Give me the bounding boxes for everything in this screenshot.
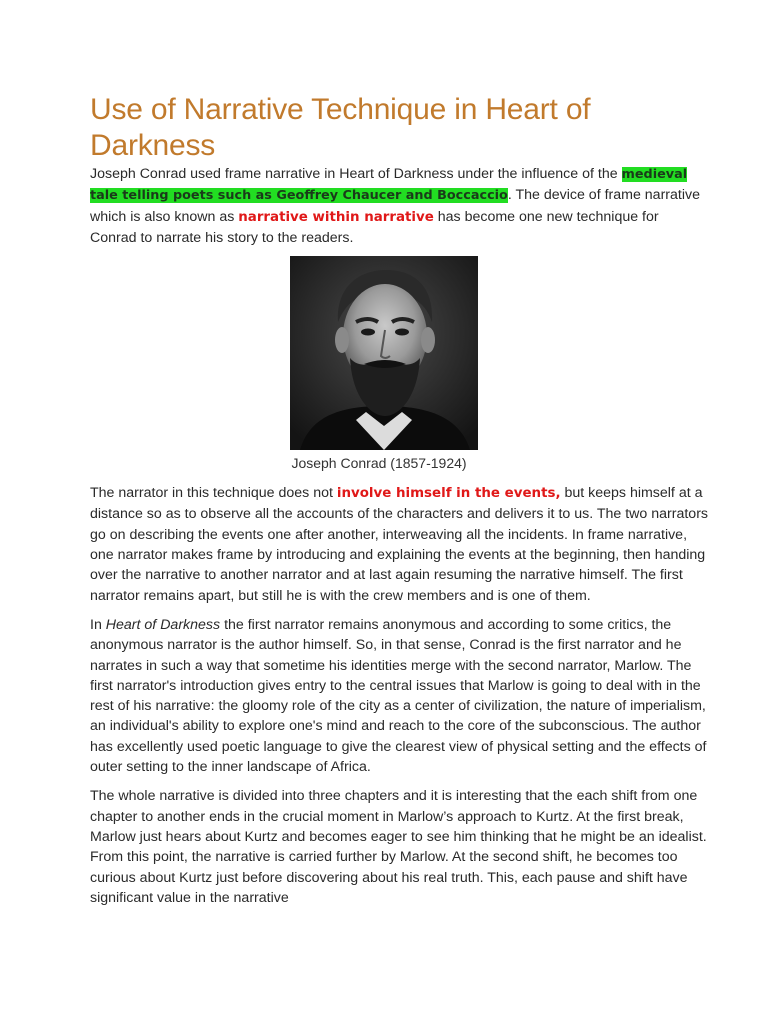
portrait-caption: Joseph Conrad (1857-1924) <box>291 455 467 472</box>
narrator-text-b: but keeps himself at a distance so as to observe all the accounts of the characters and delivers it to us. The two narrators go on describing the events one after another, interweaving all the incidents. In frame narrative, one narrator makes frame by introducing and explaining the events at the beginning, then handing over the narrative to another narrator and at last again resuming the narrative himself. The first narrator remains apart, but still he is with the crew members and is one of them. <box>90 485 709 604</box>
narrator-text-a: The narrator in this technique does not <box>90 485 337 502</box>
paragraph-chapters: The whole narrative is divided into three chapters and it is interesting that the each shift from one chapter to another ends in the crucial moment in Marlow’s approach to Kurtz. At the first break, Marlow just hears about Kurtz and becomes eager to see him thinking that he might be an idealist. From this point, the narrative is carried further by Marlow. At the second shift, he becomes too curious about Kurtz just before discovering about his real truth. This, each pause and shift have significant value in the narrative <box>90 788 707 906</box>
highlighted-phrase: medieval tale telling poets such as Geoffrey Chaucer and Boccaccio <box>90 167 688 204</box>
paragraph-anonymous-narrator <box>90 615 708 777</box>
portrait-figure <box>290 256 478 473</box>
emphasis-phrase: narrative within narrative <box>238 209 434 225</box>
intro-text-c: has become one new technique for Conrad to narrate his story to the readers. <box>90 208 659 246</box>
book-title-italic: Heart of Darkness <box>105 616 221 633</box>
intro-text-b: . The device of frame narrative which is also known as <box>90 187 700 225</box>
paragraph-narrator <box>90 483 708 606</box>
emphasis-phrase-events: involve himself in the events, <box>336 486 561 502</box>
anon-text-a: In <box>90 616 106 633</box>
paragraph-intro <box>90 164 708 248</box>
article-title: Use of Narrative Technique in Heart of Darkness <box>90 93 591 162</box>
anon-text-b: the first narrator remains anonymous and according to some critics, the anonymous narrator is the author himself. So, in that sense, Conrad is the first narrator and he narrates in such a way that sometime his identities merge with the second narrator, Marlow. The first narrator's introduction gives entry to the central issues that Marlow is going to deal with in the rest of his narrative: the gloomy role of the city as a center of civilization, the nature of imperialism, an individual's ability to explore one's mind and reach to the core of the subconscious. The author has excellently used poetic language to give the clearest view of physical setting and the effects of outer setting to the inner landscape of Africa. <box>90 616 707 776</box>
portrait-photo <box>290 256 478 450</box>
intro-text-a: Joseph Conrad used frame narrative in Heart of Darkness under the influence of the <box>90 166 622 182</box>
